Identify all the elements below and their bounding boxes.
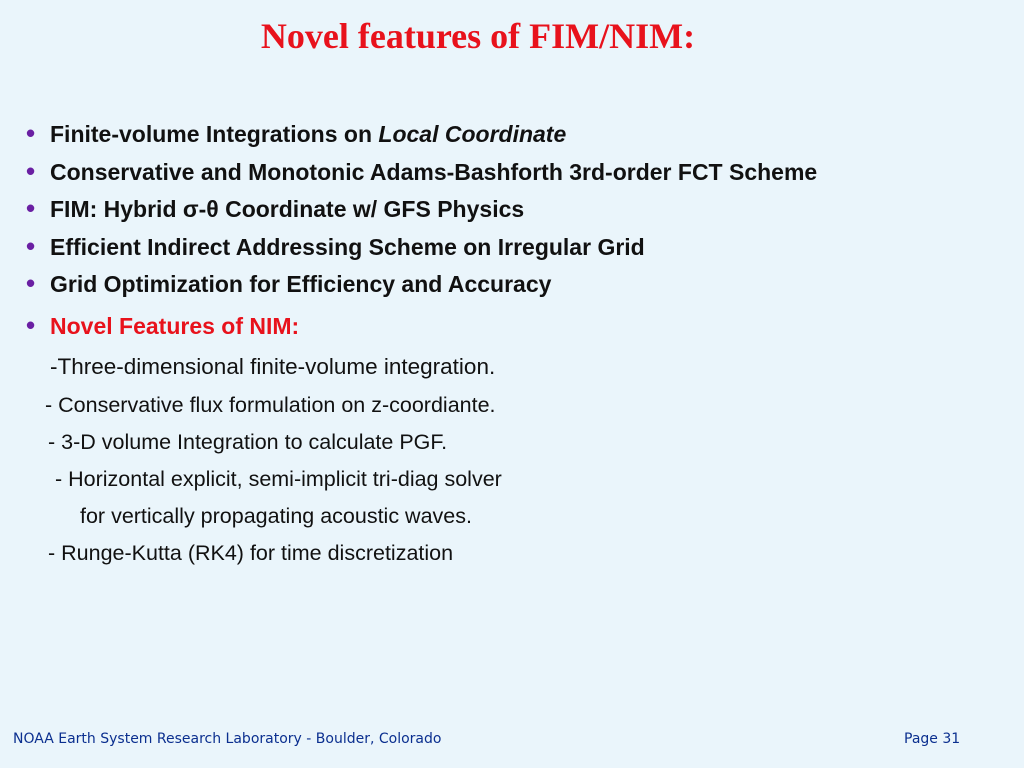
bullet-dot-icon: • [26,193,36,223]
bullet-dot-icon: • [26,268,36,298]
bullet-dot-icon: • [26,118,36,148]
bullet-text: FIM: Hybrid σ-θ Coordinate w/ GFS Physics [50,196,525,222]
page-number: Page 31 [904,731,961,747]
bullet-text-italic: Local Coordinate [378,121,567,147]
sub-item: - Runge-Kutta (RK4) for time discretization [48,541,454,565]
bullet-dot-icon: • [26,155,36,186]
bullet-text: Grid Optimization for Efficiency and Accuracy [50,271,552,297]
bullet-item-nim-heading [26,308,817,346]
footer-organization: NOAA Earth System Research Laboratory - Boulder, Colorado [13,731,442,747]
bullet-item [26,154,817,192]
bullet-text: Conservative and Monotonic Adams-Bashforth 3rd-order FCT Scheme [50,158,818,185]
bullet-text: Finite-volume Integrations on [50,121,379,147]
sub-item: - 3-D volume Integration to calculate PGF. [48,430,448,454]
bullet-dot-icon: • [26,230,36,261]
sub-item: for vertically propagating acoustic waves. [80,504,472,528]
slide-title: Novel features of FIM/NIM: [260,16,696,56]
bullet-item [26,116,817,154]
sub-item: - Horizontal explicit, semi-implicit tri-diag solver [55,467,502,491]
sub-item: -Three-dimensional finite-volume integration. [50,354,496,379]
bullet-dot-icon: • [26,309,36,340]
bullet-list [26,116,817,345]
bullet-text: Novel Features of NIM: [50,312,300,339]
bullet-item [26,266,817,304]
bullet-item [26,229,817,267]
bullet-text: Efficient Indirect Addressing Scheme on Irregular Grid [50,233,645,260]
sub-item: - Conservative flux formulation on z-coordiante. [45,393,496,417]
bullet-item [26,191,817,229]
